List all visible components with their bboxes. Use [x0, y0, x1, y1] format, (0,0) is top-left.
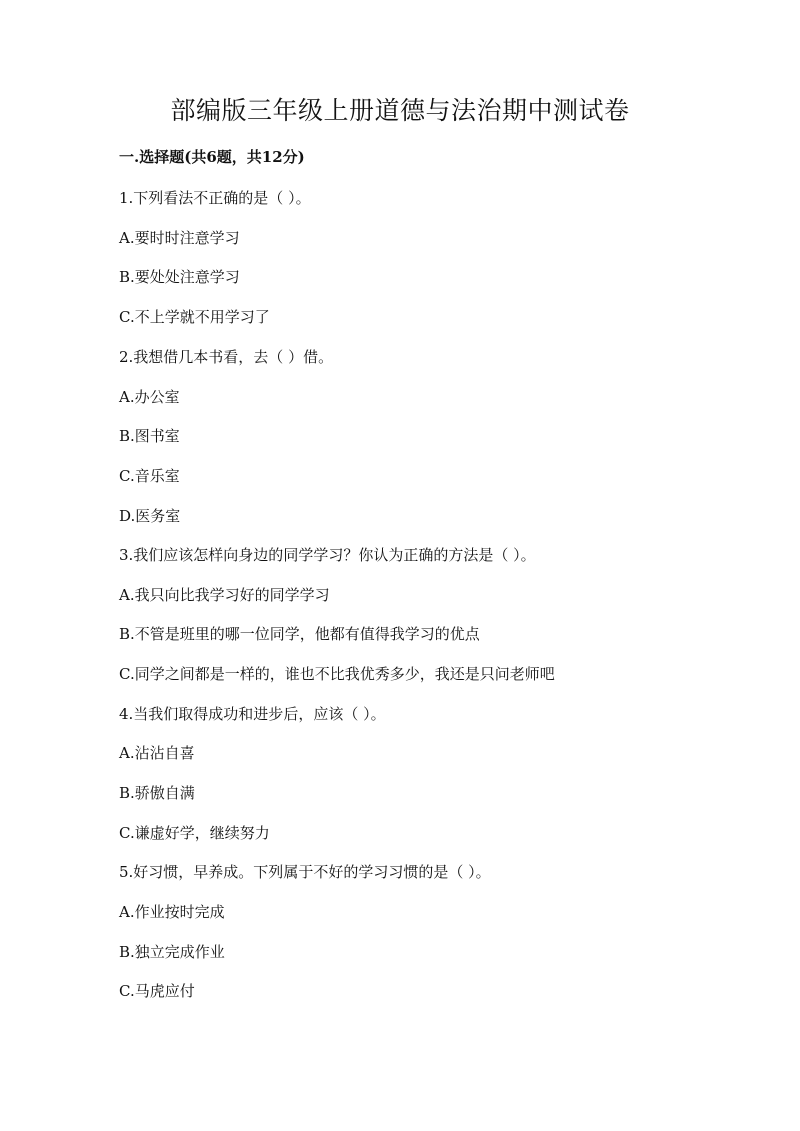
question-5-option-c: C.马虎应付: [119, 982, 195, 1000]
question-3-option-c: C.同学之间都是一样的，谁也不比我优秀多少，我还是只问老师吧: [119, 665, 555, 683]
question-2-stem: 2.我想借几本书看，去（ ）借。: [119, 348, 334, 366]
question-1-option-a: A.要时时注意学习: [119, 229, 240, 247]
question-5-option-b: B.独立完成作业: [119, 943, 225, 961]
question-1-option-b: B.要处处注意学习: [119, 268, 240, 286]
question-4-option-b: B.骄傲自满: [119, 784, 195, 802]
question-2-option-b: B.图书室: [119, 427, 180, 445]
question-2-option-d: D.医务室: [119, 507, 181, 525]
question-4-stem: 4.当我们取得成功和进步后，应该（ ）。: [119, 705, 386, 723]
section-heading: 一.选择题(共6题，共12分): [119, 148, 305, 166]
question-2-option-c: C.音乐室: [119, 467, 180, 485]
question-1-option-c: C.不上学就不用学习了: [119, 308, 270, 326]
question-4-option-c: C.谦虚好学，继续努力: [119, 824, 270, 842]
page-title: 部编版三年级上册道德与法治期中测试卷: [170, 96, 630, 125]
question-5-stem: 5.好习惯，早养成。下列属于不好的学习习惯的是（ ）。: [119, 863, 491, 881]
question-4-option-a: A.沾沾自喜: [119, 744, 195, 762]
question-1-stem: 1.下列看法不正确的是（ ）。: [119, 189, 311, 207]
question-3-option-a: A.我只向比我学习好的同学学习: [119, 586, 330, 604]
question-3-stem: 3.我们应该怎样向身边的同学学习？你认为正确的方法是（ ）。: [119, 546, 536, 564]
question-5-option-a: A.作业按时完成: [119, 903, 225, 921]
question-3-option-b: B.不管是班里的哪一位同学，他都有值得我学习的优点: [119, 625, 480, 643]
question-2-option-a: A.办公室: [119, 388, 180, 406]
